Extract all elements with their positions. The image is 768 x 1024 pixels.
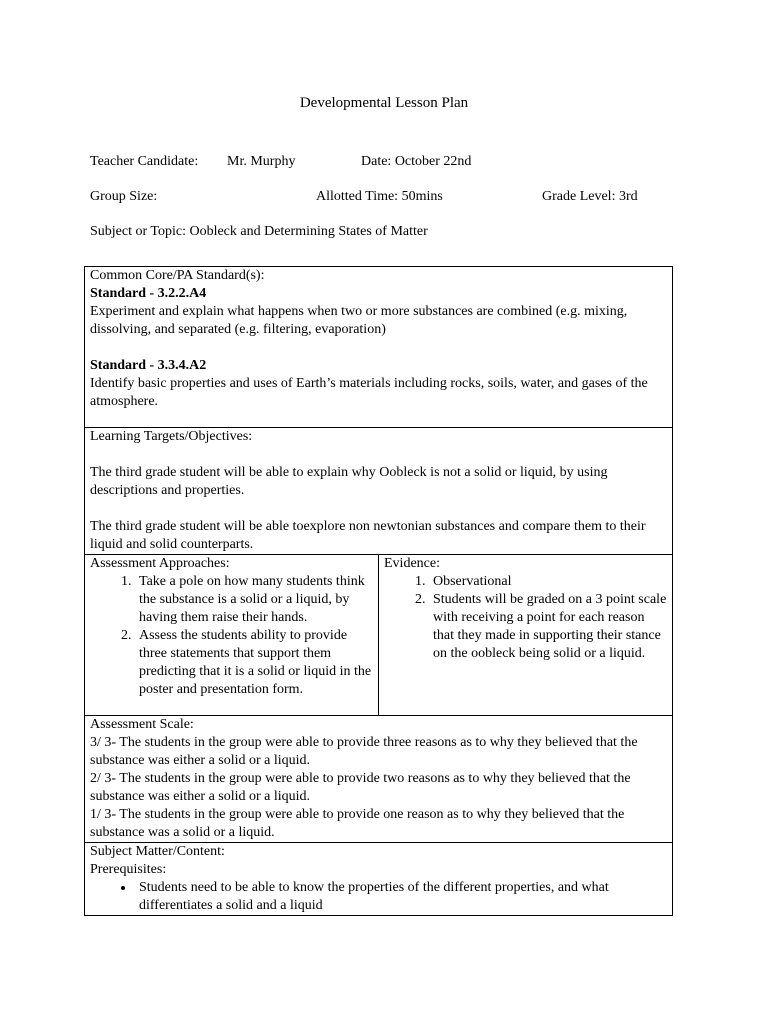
evidence-heading: Evidence: [384, 556, 440, 571]
teacher-label: Teacher Candidate: [90, 154, 199, 169]
lesson-plan-table [84, 266, 673, 916]
standards-cell [85, 267, 673, 428]
standard-text: Identify basic properties and uses of Earth’s materials including rocks, soils, water, and gases of the atmosphere. [90, 376, 648, 409]
document-title: Developmental Lesson Plan [299, 95, 469, 111]
subject-matter-cell [85, 843, 673, 916]
standards-heading: Common Core/PA Standard(s): [90, 268, 265, 283]
approaches-cell [85, 555, 379, 716]
subject-topic-field: Subject or Topic: Oobleck and Determining States of Matter [90, 224, 428, 239]
objective-item: The third grade student will be able to explain why Oobleck is not a solid or liquid, by using descriptions and properties. [90, 465, 608, 498]
standards-row [85, 267, 673, 428]
scale-cell [85, 716, 673, 843]
list-item: 1. Observational [429, 573, 667, 591]
standard-code: Standard - 3.3.4.A2 [90, 358, 207, 373]
date-field: Date: October 22nd [361, 154, 472, 169]
objectives-cell [85, 428, 673, 555]
approaches-list [90, 573, 373, 699]
evidence-cell [379, 555, 673, 716]
standard-text: Experiment and explain what happens when two or more substances are combined (e.g. mixing, dissolving, and separated (e.g. filtering, evaporation) [90, 304, 628, 337]
objective-item: The third grade student will be able toexplore non newtonian substances and compare them to their liquid and solid counterparts. [90, 519, 646, 552]
group-size-field: Group Size: [90, 189, 158, 204]
approaches-heading: Assessment Approaches: [90, 556, 230, 571]
list-item: 2. Assess the students ability to provide three statements that support them predicting that it is a solid or liquid in the poster and presentation form. [135, 627, 373, 699]
grade-level-field: Grade Level: 3rd [542, 189, 638, 204]
objectives-heading: Learning Targets/Objectives: [90, 429, 253, 444]
evidence-list [384, 573, 667, 663]
scale-item: 2/ 3- The students in the group were able to provide two reasons as to why they believed that the substance was either a solid or a liquid. [90, 771, 631, 804]
subject-matter-heading: Subject Matter/Content: [90, 844, 225, 859]
teacher-value: Mr. Murphy [227, 154, 296, 169]
list-item: • Students need to be able to know the properties of the different properties, and what differentiates a solid and a liquid [135, 879, 667, 915]
assessment-row [85, 555, 673, 716]
subject-matter-row [85, 843, 673, 916]
scale-heading: Assessment Scale: [90, 717, 194, 732]
prerequisites-heading: Prerequisites: [90, 862, 167, 877]
standard-code: Standard - 3.2.2.A4 [90, 286, 207, 301]
prerequisites-list [90, 879, 667, 915]
scale-item: 1/ 3- The students in the group were able to provide one reason as to why they believed that the substance was a solid or a liquid. [90, 807, 625, 840]
allotted-time-field: Allotted Time: 50mins [316, 189, 443, 204]
objectives-row [85, 428, 673, 555]
list-item: 1. Take a pole on how many students think the substance is a solid or a liquid, by having them raise their hands. [135, 573, 373, 627]
scale-row [85, 716, 673, 843]
list-item: 2. Students will be graded on a 3 point scale with receiving a point for each reason that they made in supporting their stance on the oobleck being solid or a liquid. [429, 591, 667, 663]
scale-item: 3/ 3- The students in the group were able to provide three reasons as to why they believed that the substance was either a solid or a liquid. [90, 735, 638, 768]
